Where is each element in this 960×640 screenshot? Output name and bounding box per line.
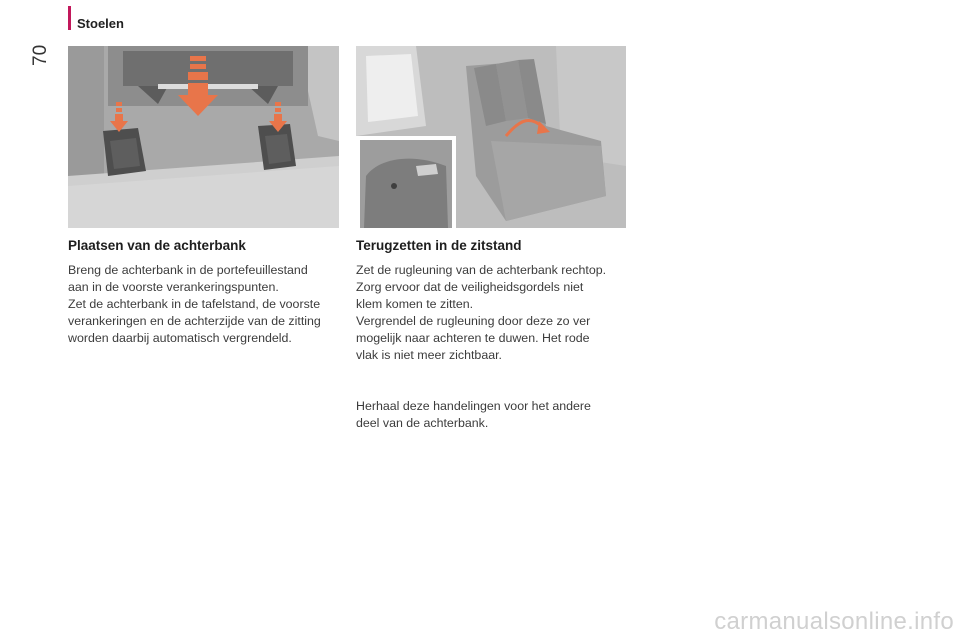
section-title: Stoelen [77, 16, 124, 31]
text-line: verankeringen en de achterzijde van de zitting [68, 314, 321, 328]
page-number-text: 70 [30, 44, 51, 66]
text-line: deel van de achterbank. [356, 416, 489, 430]
text-line: aan in de voorste verankeringspunten. [68, 280, 279, 294]
text-line: Herhaal deze handelingen voor het andere [356, 399, 591, 413]
text-left [68, 262, 343, 347]
column-left [68, 238, 343, 347]
illustration-seat-anchors [68, 46, 339, 228]
column-right [356, 238, 631, 432]
section-accent-bar [68, 6, 71, 30]
illustration-bench-upright [356, 46, 626, 228]
text-line: Zet de rugleuning van de achterbank rechtop. [356, 263, 607, 277]
text-line: vlak is niet meer zichtbaar. [356, 348, 502, 362]
heading-terugzetten: Terugzetten in de zitstand [356, 238, 522, 253]
text-right-extra [356, 398, 631, 432]
text-line: mogelijk naar achteren te duwen. Het rode [356, 331, 590, 345]
text-line: Vergrendel de rugleuning door deze zo ver [356, 314, 591, 328]
text-line: Zet de achterbank in de tafelstand, de voorste [68, 297, 321, 311]
text-line: klem komen te zitten. [356, 297, 474, 311]
spacer [356, 364, 631, 398]
text-line: Breng de achterbank in de portefeuillestand [68, 263, 308, 277]
page-number [30, 23, 52, 66]
watermark: carmanualsonline.info [714, 608, 954, 635]
text-line: Zorg ervoor dat de veiligheidsgordels niet [356, 280, 584, 294]
text-line: worden daarbij automatisch vergrendeld. [68, 331, 292, 345]
heading-plaatsen: Plaatsen van de achterbank [68, 238, 246, 253]
text-right [356, 262, 631, 364]
